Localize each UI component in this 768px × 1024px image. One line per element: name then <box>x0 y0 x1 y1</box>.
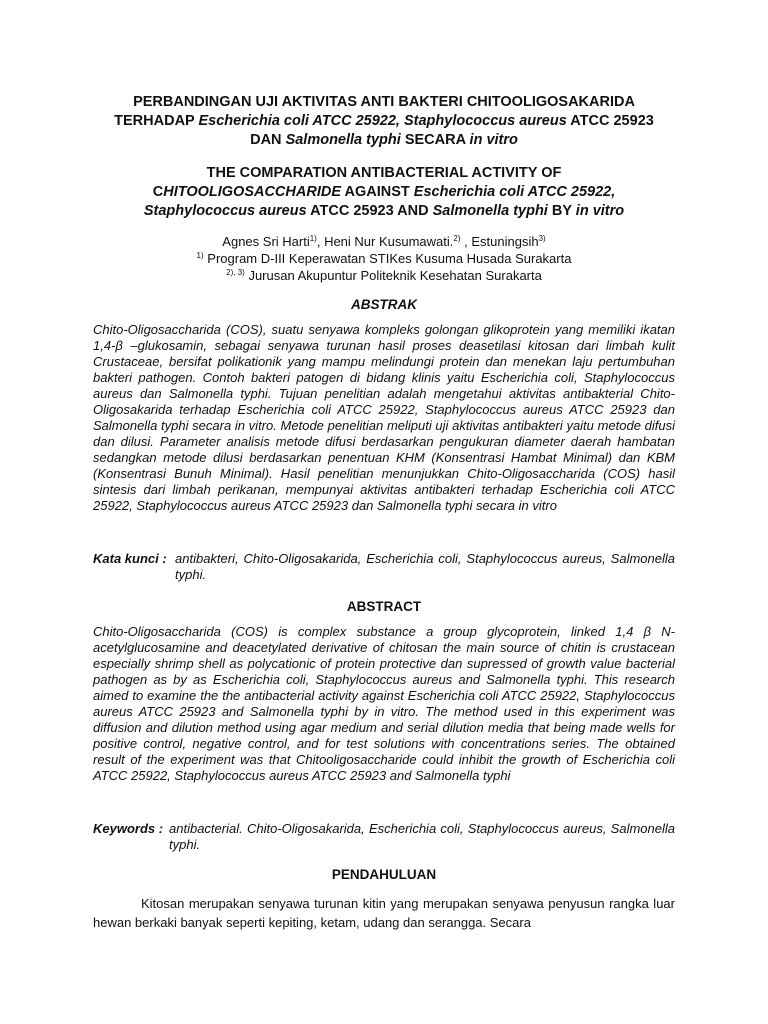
keywords-text: antibacterial. Chito-Oligosakarida, Escherichia coli, Staphylococcus aureus, Salmonella typhi. <box>169 821 675 852</box>
pendahuluan-heading: PENDAHULUAN <box>331 867 437 882</box>
title-en-line-2: CHITOOLIGOSACCHARIDE AGAINST Escherichia coli ATCC 25922, <box>152 184 616 200</box>
affiliation-2: $^{2), 3)}$ Jurusan Akupuntur Politeknik Kesehatan Surakarta <box>226 268 542 283</box>
title-en-line-1: THE COMPARATION ANTIBACTERIAL ACTIVITY OF <box>206 165 562 181</box>
title-english <box>80 164 688 221</box>
title-id-line-1: PERBANDINGAN UJI AKTIVITAS ANTI BAKTERI CHITOOLIGOSAKARIDA <box>133 94 635 110</box>
title-indonesian <box>80 93 688 150</box>
abstrak-heading: ABSTRAK <box>351 297 417 312</box>
title-id-line-3: DAN Salmonella typhi SECARA in vitro <box>250 132 518 148</box>
keywords <box>93 821 675 853</box>
affiliation-1: $^{1)}$ Program D-III Keperawatan STIKes Kusuma Husada Surakarta <box>196 251 572 266</box>
kata-kunci <box>93 551 675 583</box>
title-id-line-2: TERHADAP Escherichia coli ATCC 25922, Staphylococcus aureus ATCC 25923 <box>114 113 654 129</box>
title-en-line-3: Staphylococcus aureus ATCC 25923 AND Salmonella typhi BY in vitro <box>143 203 625 219</box>
keywords-label: Keywords : <box>93 821 167 836</box>
abstract-text: Chito-Oligosaccharida (COS) is complex substance a group glycoprotein, linked 1,4 β N-acetylglucosamine and deacetylated derivative of chitosan the main source of chitin is crustacean especially shrimp shell as polycationic of protein protective dan supressed of growth value bacterial pathogen as by as Escherichia coli, Staphylococcus aureus and Salmonella typhi. This research aimed to examine the the antibacterial activity against Escherichia coli ATCC 25922, Staphylococcus aureus ATCC 25923 and Salmonella typhi by in vitro. The method used in this experiment was diffusion and dilution method using agar medium and serial dilution media that being made wells for positive control, negative control, and for test solutions with concentrations series. The obtained result of the experiment was that Chitooligosaccharide could inhibit the growth of Escherichia coli ATCC 25922, Staphylococcus aureus ATCC 25923 and Salmonella typhi <box>93 624 675 783</box>
pendahuluan-text: Kitosan merupakan senyawa turunan kitin yang merupakan senyawa penyusun rangka luar hewan berkaki banyak seperti kepiting, ketam, udang dan serangga. Secara <box>93 896 675 930</box>
kata-kunci-label: Kata kunci : <box>93 551 171 566</box>
author-names: Agnes Sri Harti$^{1)}$, Heni Nur Kusumawati.$^{2)}$ , Estuningsih$^{3)}$ <box>222 234 546 249</box>
author-block <box>80 233 688 284</box>
kata-kunci-text: antibakteri, Chito-Oligosakarida, Escherichia coli, Staphylococcus aureus, Salmonella typhi. <box>175 551 675 582</box>
abstrak-text: Chito-Oligosaccharida (COS), suatu senyawa kompleks golongan glikoprotein yang memiliki ikatan 1,4-β –glukosamin, sebagai senyawa turunan hasil proses deasetilasi kitosan dari limbah kulit Crustaceae, bersifat polikationik yang mampu melindungi protein dan menekan laju pertumbuhan bakteri pathogen. Contoh bakteri patogen di bidang klinis yaitu Escherichia coli, Staphylococcus aureus dan Salmonella typhi. Tujuan penelitian adalah mengetahui aktivitas antibakterial Chito-Oligosakarida terhadap Escherichia coli ATCC 25922, Staphylococcus aureus ATCC 25923 dan Salmonella typhi secara in vitro. Metode penelitian meliputi uji aktivitas antibakteri yaitu metode difusi dan dilusi. Parameter analisis metode difusi berdasarkan pengukuran diameter daerah hambatan sedangkan metode dilusi berdasarkan penentuan KHM (Konsentrasi Hambat Minimal) dan KBM (Konsentrasi Bunuh Minimal). Hasil penelitian menunjukkan Chito-Oligosaccharida (COS) hasil sintesis dari limbah perikanan, mempunyai aktivitas antibakteri terhadap Escherichia coli ATCC 25922, Staphylococcus aureus ATCC 25923 dan Salmonella typhi secara in vitro <box>93 322 675 513</box>
abstract-heading: ABSTRACT <box>346 599 422 614</box>
